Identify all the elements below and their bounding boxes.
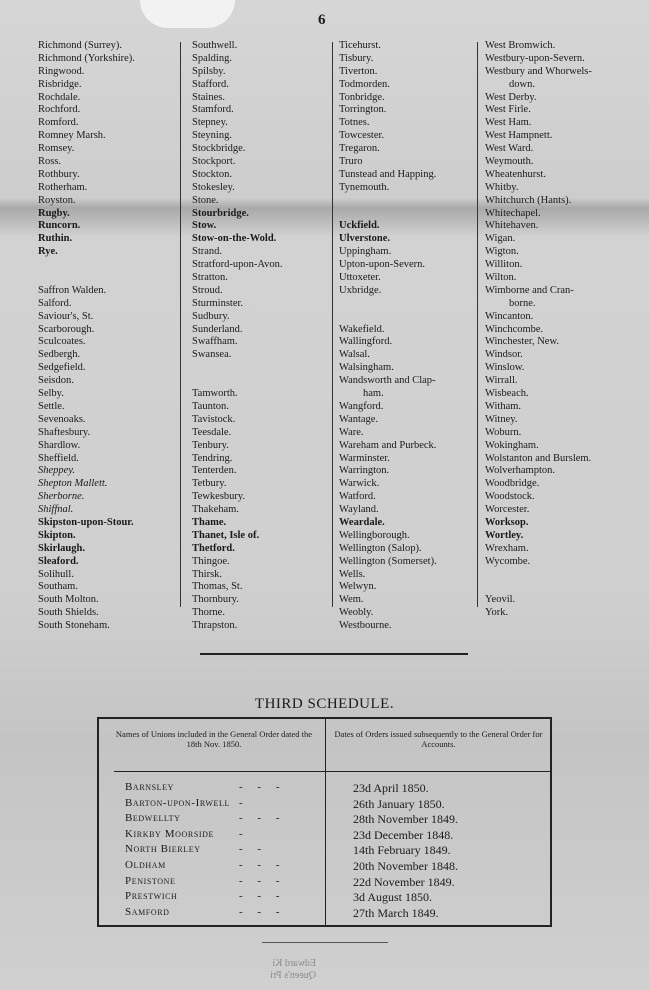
leader-dots: - - - [239, 890, 286, 903]
page-number: 6 [318, 12, 326, 28]
union-entry: Wigan. [485, 233, 516, 245]
union-entry: Tetbury. [192, 478, 227, 490]
union-entry: Stepney. [192, 117, 228, 129]
union-entry: Wandsworth and Clap- [339, 375, 436, 387]
union-entry: Witney. [485, 413, 518, 425]
union-entry: Risbridge. [38, 78, 82, 90]
leader-dots: - [239, 827, 249, 840]
union-entry: Wayland. [339, 504, 379, 516]
leader-dots: - - - [239, 781, 286, 793]
schedule-table [97, 717, 552, 927]
union-entry: Thrapston. [192, 620, 238, 632]
union-entry: Wisbeach. [485, 388, 529, 400]
table-header-dates: Dates of Orders issued subsequently to the General Order for Accounts. [334, 729, 543, 749]
leader-dots: - - - [239, 812, 286, 825]
union-entry: Worcester. [485, 504, 530, 516]
union-entry: ham. [363, 388, 384, 400]
union-entry: South Stoneham. [38, 620, 110, 632]
union-entry: Warwick. [339, 478, 380, 490]
union-entry: Wellington (Somerset). [339, 555, 437, 567]
table-row [99, 875, 550, 891]
union-entry: Welwyn. [339, 581, 377, 593]
union-entry: Wangford. [339, 400, 384, 412]
union-entry: Totnes. [339, 117, 370, 129]
union-entry: Ware. [339, 426, 364, 438]
union-name: Penistone [125, 874, 176, 887]
union-entry: Yeovil. [485, 594, 516, 606]
union-entry: Sudbury. [192, 310, 230, 322]
union-entry: Ruthin. [38, 233, 73, 245]
column-divider [332, 42, 333, 607]
union-entry: Westbury and Whorwels- [485, 65, 592, 77]
union-entry: Southwell. [192, 40, 238, 51]
union-entry: York. [485, 607, 509, 619]
union-entry: Stockport. [192, 156, 236, 168]
union-entry: Scarborough. [38, 323, 95, 335]
union-entry: Stockbridge. [192, 143, 246, 155]
union-entry: Warminster. [339, 452, 390, 464]
union-entry: Thakeham. [192, 504, 239, 516]
union-entry: Winslow. [485, 362, 525, 374]
order-date: 20th November 1848. [353, 858, 458, 873]
union-entry [38, 259, 178, 272]
union-entry [339, 298, 479, 311]
union-entry: Tenbury. [192, 439, 229, 451]
union-entry: Warrington. [339, 465, 390, 477]
union-entry: Wigton. [485, 246, 519, 258]
union-entry [339, 311, 479, 324]
union-entry: Sedgefield. [38, 362, 86, 374]
union-entry: Strand. [192, 246, 223, 258]
table-row [99, 812, 550, 828]
union-entry: Stockton. [192, 168, 232, 180]
table-row [99, 843, 550, 859]
schedule-title: THIRD SCHEDULE. [254, 696, 395, 712]
union-entry: Wilton. [485, 272, 517, 284]
union-entry: Wakefield. [339, 323, 385, 335]
union-list-column-4 [485, 40, 645, 620]
union-entry: Tendring. [192, 452, 233, 464]
union-entry: Thomas, St. [192, 581, 243, 593]
union-entry: Whitby. [485, 181, 519, 193]
thumb-shadow [140, 0, 235, 28]
union-entry: Wem. [339, 594, 364, 606]
union-entry: Rye. [38, 246, 58, 258]
union-entry: down. [509, 78, 535, 90]
union-entry: Wallingford. [339, 336, 393, 348]
table-row [99, 859, 550, 875]
union-entry: Tregaron. [339, 143, 380, 155]
union-entry: Ross. [38, 156, 62, 168]
union-entry: Weymouth. [485, 156, 534, 168]
leader-dots: - - [239, 843, 268, 856]
union-entry: Wellington (Salop). [339, 542, 422, 554]
union-entry: Wheatenhurst. [485, 168, 546, 180]
union-entry: West Hampnett. [485, 130, 553, 142]
union-entry: Uckfield. [339, 220, 380, 232]
union-entry: borne. [509, 297, 536, 309]
order-date: 28th November 1849. [353, 812, 458, 827]
union-entry: Wellingborough. [339, 529, 410, 541]
union-entry: Stratton. [192, 272, 228, 284]
union-entry: Walsingham. [339, 362, 394, 374]
union-entry: Westbourne. [339, 620, 392, 632]
union-entry: Swansea. [192, 349, 232, 361]
union-entry: Stratford-upon-Avon. [192, 259, 283, 271]
union-entry: Thornbury. [192, 594, 239, 606]
union-entry: Southam. [38, 581, 78, 593]
union-entry: Tynemouth. [339, 181, 390, 193]
union-entry: Tisbury. [339, 52, 374, 64]
union-entry: Skipston-upon-Stour. [38, 516, 134, 528]
bleed-through-text [270, 958, 316, 982]
union-entry [192, 362, 332, 375]
table-row [99, 781, 550, 797]
leader-dots: - - - [239, 874, 286, 887]
leader-dots: - [239, 796, 249, 809]
union-entry: Wincanton. [485, 310, 534, 322]
union-name: Barnsley [125, 781, 175, 793]
union-entry: Ulverstone. [339, 233, 391, 245]
union-name: Bedwellty [125, 812, 181, 825]
union-entry: Westbury-upon-Severn. [485, 52, 585, 64]
union-entry: West Ham. [485, 117, 532, 129]
union-entry: Windsor. [485, 349, 523, 361]
union-entry [485, 569, 645, 582]
order-date: 3d August 1850. [353, 890, 433, 905]
union-entry: Wells. [339, 568, 366, 580]
union-entry [485, 581, 645, 594]
union-entry: Sculcoates. [38, 336, 86, 348]
union-entry: Weobly. [339, 607, 374, 619]
order-date: 26th January 1850. [353, 796, 445, 811]
union-entry: Wimborne and Cran- [485, 284, 574, 296]
union-entry: Rugby. [38, 207, 70, 219]
union-entry: Shardlow. [38, 439, 81, 451]
order-date: 27th March 1849. [353, 905, 439, 920]
union-entry: Shaftesbury. [38, 426, 91, 438]
union-entry: Salford. [38, 297, 72, 309]
union-entry: Wokingham. [485, 439, 539, 451]
bleed-through-line: Edward Ki [272, 958, 316, 969]
union-entry: Wortley. [485, 529, 524, 541]
union-entry: Wirrall. [485, 375, 518, 387]
union-entry: Stone. [192, 194, 219, 206]
union-name: Oldham [125, 858, 166, 871]
union-entry: Wareham and Purbeck. [339, 439, 437, 451]
union-entry: Walsal. [339, 349, 370, 361]
union-entry: Tewkesbury. [192, 491, 246, 503]
union-entry: Wolstanton and Burslem. [485, 452, 592, 464]
union-entry: Tavistock. [192, 413, 236, 425]
union-entry: Stourbridge. [192, 207, 249, 219]
union-entry: Tiverton. [339, 65, 378, 77]
union-entry: Runcorn. [38, 220, 81, 232]
union-entry: Saffron Walden. [38, 284, 107, 296]
union-entry: Staines. [192, 91, 225, 103]
union-entry: Spalding. [192, 52, 232, 64]
union-entry: Upton-upon-Severn. [339, 259, 426, 271]
union-entry: Stroud. [192, 284, 223, 296]
union-entry: Winchcombe. [485, 323, 544, 335]
union-entry: Whitechapel. [485, 207, 541, 219]
union-name: Prestwich [125, 890, 178, 903]
union-entry: Williton. [485, 259, 523, 271]
union-entry: Weardale. [339, 516, 385, 528]
union-entry: Sturminster. [192, 297, 244, 309]
union-entry: South Molton. [38, 594, 99, 606]
union-entry: Thirsk. [192, 568, 223, 580]
union-entry: Tunstead and Happing. [339, 168, 437, 180]
union-entry [192, 375, 332, 388]
union-entry: Uppingham. [339, 246, 392, 258]
union-entry: Seisdon. [38, 375, 74, 387]
union-entry: Thetford. [192, 542, 235, 554]
union-entry: Towcester. [339, 130, 385, 142]
union-entry: Sheppey. [38, 465, 76, 477]
order-date: 23d December 1848. [353, 827, 454, 842]
union-list-column-1 [38, 40, 178, 633]
schedule-rows [99, 781, 550, 921]
union-list-column-2 [192, 40, 332, 633]
leader-dots: - - - [239, 905, 286, 918]
union-entry: Stow. [192, 220, 217, 232]
table-row [99, 797, 550, 813]
union-entry: Solihull. [38, 568, 74, 580]
union-entry: Thingoe. [192, 555, 230, 567]
union-entry: Uxbridge. [339, 284, 382, 296]
union-entry: Wantage. [339, 413, 379, 425]
union-entry: Settle. [38, 400, 65, 412]
union-entry: Spilsby. [192, 65, 226, 77]
union-entry: Wolverhampton. [485, 465, 556, 477]
union-entry [339, 195, 479, 208]
union-entry: Steyning. [192, 130, 232, 142]
union-entry: Richmond (Yorkshire). [38, 52, 135, 64]
order-date: 22d November 1849. [353, 874, 455, 889]
table-row [99, 890, 550, 906]
union-entry: Stafford. [192, 78, 229, 90]
union-entry: Richmond (Surrey). [38, 40, 122, 51]
union-entry: Woodstock. [485, 491, 535, 503]
union-entry: Stamford. [192, 104, 234, 116]
union-entry: Swaffham. [192, 336, 238, 348]
union-entry: Ringwood. [38, 65, 85, 77]
union-entry: Uttoxeter. [339, 272, 381, 284]
union-entry: Tamworth. [192, 388, 238, 400]
union-entry: Tonbridge. [339, 91, 385, 103]
leader-dots: - - - [239, 858, 286, 871]
union-entry: Woburn. [485, 426, 522, 438]
union-entry [38, 272, 178, 285]
union-entry: Torrington. [339, 104, 387, 116]
union-entry: Romney Marsh. [38, 130, 106, 142]
union-entry: Skirlaugh. [38, 542, 85, 554]
union-entry: Watford. [339, 491, 376, 503]
union-name: Kirkby Moorside [125, 827, 215, 840]
bleed-through-line: Queen's Pri [270, 970, 316, 981]
union-entry: Sevenoaks. [38, 413, 86, 425]
union-entry: Worksop. [485, 516, 529, 528]
union-entry: Romsey. [38, 143, 75, 155]
union-entry: Thame. [192, 516, 227, 528]
union-entry: Sedbergh. [38, 349, 81, 361]
union-entry: Wrexham. [485, 542, 529, 554]
union-entry: West Bromwich. [485, 40, 556, 51]
section-rule [200, 653, 468, 655]
union-entry: Whitchurch (Hants). [485, 194, 572, 206]
order-date: 14th February 1849. [353, 843, 451, 858]
union-entry: Stow-on-the-Wold. [192, 233, 277, 245]
union-entry: Stokesley. [192, 181, 235, 193]
union-entry: West Derby. [485, 91, 537, 103]
union-entry: Thanet, Isle of. [192, 529, 260, 541]
header-divider [114, 771, 550, 772]
union-entry: Ticehurst. [339, 40, 381, 51]
union-entry: Rochford. [38, 104, 81, 116]
union-name: Barton-upon-Irwell [125, 796, 230, 809]
table-row [99, 828, 550, 844]
union-entry: Teesdale. [192, 426, 232, 438]
union-entry: Skipton. [38, 529, 76, 541]
union-list-column-3 [339, 40, 479, 633]
union-entry: Woodbridge. [485, 478, 540, 490]
union-entry: Saviour's, St. [38, 310, 94, 322]
order-date: 23d April 1850. [353, 781, 429, 795]
union-entry: Sleaford. [38, 555, 79, 567]
union-entry: South Shields. [38, 607, 99, 619]
column-divider [477, 42, 478, 607]
table-row [99, 906, 550, 922]
column-divider [180, 42, 181, 607]
union-entry: Witham. [485, 400, 522, 412]
union-entry: Rotherham. [38, 181, 88, 193]
union-entry: Shepton Mallett. [38, 478, 108, 490]
union-entry: Wycombe. [485, 555, 531, 567]
table-header-unions: Names of Unions included in the General Order dated the 18th Nov. 1850. [115, 729, 313, 749]
union-entry: Rothbury. [38, 168, 80, 180]
union-entry: Sheffield. [38, 452, 79, 464]
union-entry: Todmorden. [339, 78, 390, 90]
union-entry: West Firle. [485, 104, 531, 116]
union-entry: Truro [339, 156, 363, 168]
union-entry [339, 208, 479, 221]
union-entry: Tenterden. [192, 465, 237, 477]
union-entry: West Ward. [485, 143, 534, 155]
footer-rule [262, 942, 388, 943]
union-entry: Thorne. [192, 607, 225, 619]
union-entry: Sunderland. [192, 323, 243, 335]
union-entry: Taunton. [192, 400, 229, 412]
union-entry: Sherborne. [38, 491, 85, 503]
union-entry: Royston. [38, 194, 76, 206]
union-entry: Whitehaven. [485, 220, 539, 232]
union-entry: Selby. [38, 388, 64, 400]
union-entry: Rochdale. [38, 91, 81, 103]
union-entry: Winchester, New. [485, 336, 559, 348]
union-entry: Romford. [38, 117, 79, 129]
union-entry: Shiffnal. [38, 504, 74, 516]
union-name: Samford [125, 905, 170, 918]
union-name: North Bierley [125, 843, 201, 856]
